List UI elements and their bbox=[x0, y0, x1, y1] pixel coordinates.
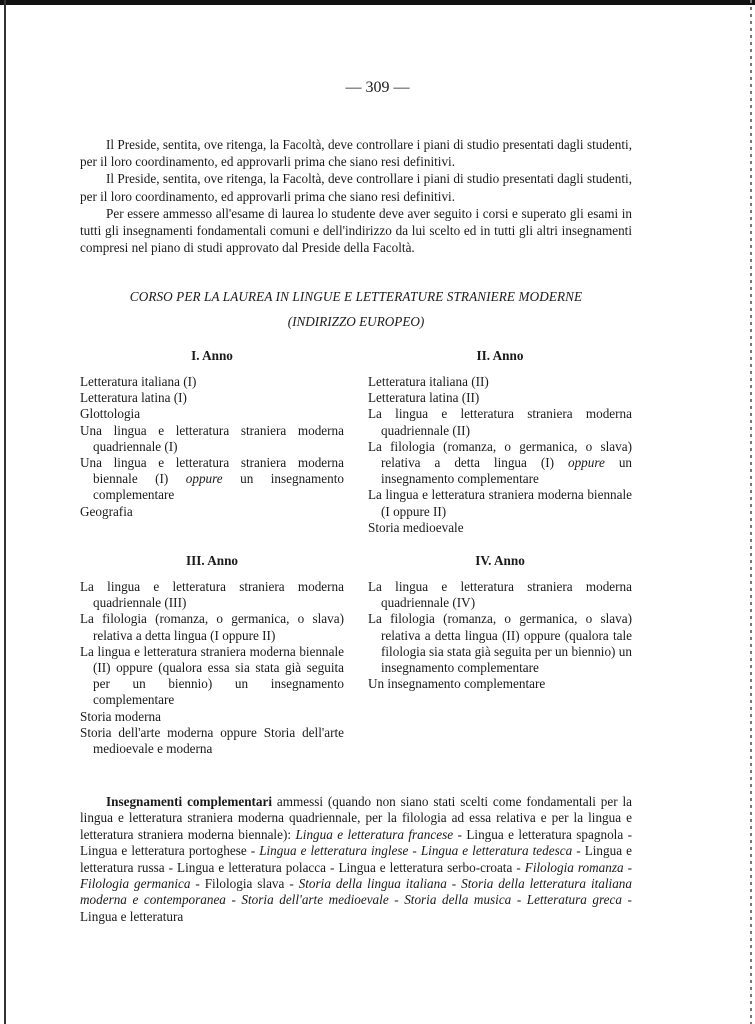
complementary-course: Storia della letteratura italiana moderna e contemporanea bbox=[80, 876, 632, 908]
complementary-course: Lingua e letteratura serbo-croata bbox=[338, 859, 513, 875]
complementary-course: Filologia romanza bbox=[524, 859, 624, 875]
separator: - bbox=[326, 859, 339, 875]
course-item: Letteratura latina (I) bbox=[80, 390, 187, 406]
course-item: Storia medioevale bbox=[368, 519, 464, 535]
course-item-text: un insegnamento complementare bbox=[381, 455, 633, 487]
separator: - bbox=[408, 843, 421, 859]
course-item: La lingua e letteratura straniera moderna biennale (I oppure II) bbox=[368, 487, 632, 519]
course-title: CORSO PER LA LAUREA IN LINGUE E LETTERATURE STRANIERE MODERNE bbox=[129, 289, 583, 304]
course-item: Una lingua e letteratura straniera moderna quadriennale (I) bbox=[80, 422, 344, 454]
separator: - bbox=[388, 892, 405, 908]
year-heading: III. Anno bbox=[185, 553, 239, 568]
separator: - bbox=[572, 843, 585, 859]
separator: - bbox=[623, 826, 633, 842]
course-item: Un insegnamento complementare bbox=[368, 676, 546, 692]
intro-paragraph: Il Preside, sentita, ove ritenga, la Facoltà, deve controllare i piani di studio presentati dagli studenti, per il loro coordinamento, ed approvarli prima che siano resi definitivi. bbox=[80, 171, 632, 204]
complementary-course: Lingua e letteratura bbox=[80, 908, 184, 924]
year-1-block bbox=[80, 348, 344, 520]
course-item: La lingua e letteratura straniera moderna quadriennale (IV) bbox=[368, 579, 632, 611]
complementary-course: Filologia germanica bbox=[80, 876, 191, 892]
separator: - bbox=[225, 892, 242, 908]
course-item-text: Una lingua e letteratura straniera moderna biennale (I) bbox=[80, 455, 344, 487]
course-list bbox=[368, 374, 632, 536]
course-item: La lingua e letteratura straniera moderna quadriennale (III) bbox=[80, 579, 344, 611]
course-item-text: La filologia (romanza, o germanica, o slava) relativa a detta lingua (I) bbox=[368, 438, 632, 471]
complementary-course: Storia dell'arte medioevale bbox=[241, 892, 389, 908]
complementary-course: Lingua e letteratura russa bbox=[80, 843, 632, 875]
separator: - bbox=[164, 859, 178, 875]
scan-edge-top bbox=[0, 0, 755, 5]
course-item-text: un insegnamento complementare bbox=[93, 471, 344, 503]
course-item: Glottologia bbox=[80, 406, 141, 422]
complementary-course: Storia della musica bbox=[404, 892, 512, 908]
course-list bbox=[80, 579, 344, 757]
complementary-course: Lingua e letteratura portoghese bbox=[80, 843, 247, 859]
course-item: Letteratura italiana (I) bbox=[80, 374, 197, 389]
course-item: Letteratura latina (II) bbox=[368, 390, 480, 406]
intro-paragraph: Il Preside, sentita, ove ritenga, la Facoltà, deve controllare i piani di studio presentati dagli studenti, per il loro coordinamento, ed approvarli prima che siano resi definitivi. bbox=[80, 137, 632, 170]
course-subtitle: (INDIRIZZO EUROPEO) bbox=[287, 314, 425, 329]
complementary-course: Lingua e letteratura spagnola bbox=[466, 826, 624, 842]
course-item bbox=[80, 455, 344, 504]
course-list bbox=[80, 374, 344, 520]
course-item: La lingua e letteratura straniera moderna biennale (II) oppure (qualora essa sia stata già seguita per un biennio) un insegnamento complementare bbox=[80, 643, 344, 708]
course-item: La filologia (romanza, o germanica, o slava) relativa a detta lingua (II) oppure (qualora tale filologia sia stata già seguita per un biennio) un insegnamento complementare bbox=[368, 611, 632, 676]
complementary-courses-paragraph bbox=[80, 794, 632, 925]
scan-edge-left bbox=[4, 0, 6, 1024]
separator: - bbox=[284, 876, 299, 892]
course-item: Storia moderna bbox=[80, 708, 161, 724]
course-item bbox=[368, 439, 632, 488]
course-item: La lingua e letteratura straniera moderna quadriennale (II) bbox=[368, 406, 632, 438]
course-item: La filologia (romanza, o germanica, o slava) relativa a detta lingua (I oppure II) bbox=[80, 611, 344, 643]
year-3-block bbox=[80, 553, 344, 757]
year-heading: I. Anno bbox=[191, 348, 233, 363]
scan-edge-right bbox=[750, 0, 752, 1024]
complementary-course: Lingua e letteratura tedesca bbox=[420, 843, 573, 859]
complementary-courses-intro: ammessi (quando non siano stati scelti come fondamentali per la lingua e letteratura straniera moderna quadriennale, per la filologia ad essa relativa e per la lingua e letteratura straniera moderna biennale): bbox=[80, 794, 632, 842]
complementary-course: Lingua e letteratura francese bbox=[295, 826, 454, 842]
separator: - bbox=[446, 876, 462, 892]
course-item-emphasis: oppure bbox=[567, 455, 605, 471]
year-2-block bbox=[368, 348, 632, 536]
complementary-course: Filologia slava bbox=[204, 876, 285, 892]
separator: - bbox=[512, 859, 525, 875]
separator: - bbox=[190, 876, 205, 892]
course-item: Letteratura italiana (II) bbox=[368, 374, 489, 389]
course-item-emphasis: oppure bbox=[185, 471, 223, 487]
separator: - bbox=[621, 892, 632, 908]
separator: - bbox=[511, 892, 527, 908]
separator: - bbox=[453, 826, 467, 842]
intro-section bbox=[80, 136, 632, 256]
complementary-course: Storia della lingua italiana bbox=[298, 876, 447, 892]
course-item: Storia dell'arte moderna oppure Storia dell'arte medioevale e moderna bbox=[80, 724, 344, 757]
page-number: — 309 — bbox=[345, 79, 410, 96]
year-heading: II. Anno bbox=[476, 348, 524, 363]
year-4-block bbox=[368, 553, 632, 692]
course-item: Geografia bbox=[80, 503, 133, 519]
course-list bbox=[368, 579, 632, 692]
separator: - bbox=[246, 843, 260, 859]
separator: - bbox=[623, 859, 632, 875]
complementary-course: Letteratura greca bbox=[526, 892, 622, 908]
complementary-course: Lingua e letteratura inglese bbox=[259, 843, 409, 859]
year-heading: IV. Anno bbox=[475, 553, 525, 568]
complementary-course: Lingua e letteratura polacca bbox=[177, 859, 326, 875]
intro-paragraph: Per essere ammesso all'esame di laurea lo studente deve aver seguito i corsi e superato gli esami in tutti gli insegnamenti fondamentali comuni e dell'indirizzo da lui scelto ed in tutti gli altri insegnamenti compresi nel piano di studi approvato dal Preside della Facoltà. bbox=[80, 205, 632, 256]
complementary-courses-label: Insegnamenti complementari bbox=[106, 794, 273, 809]
